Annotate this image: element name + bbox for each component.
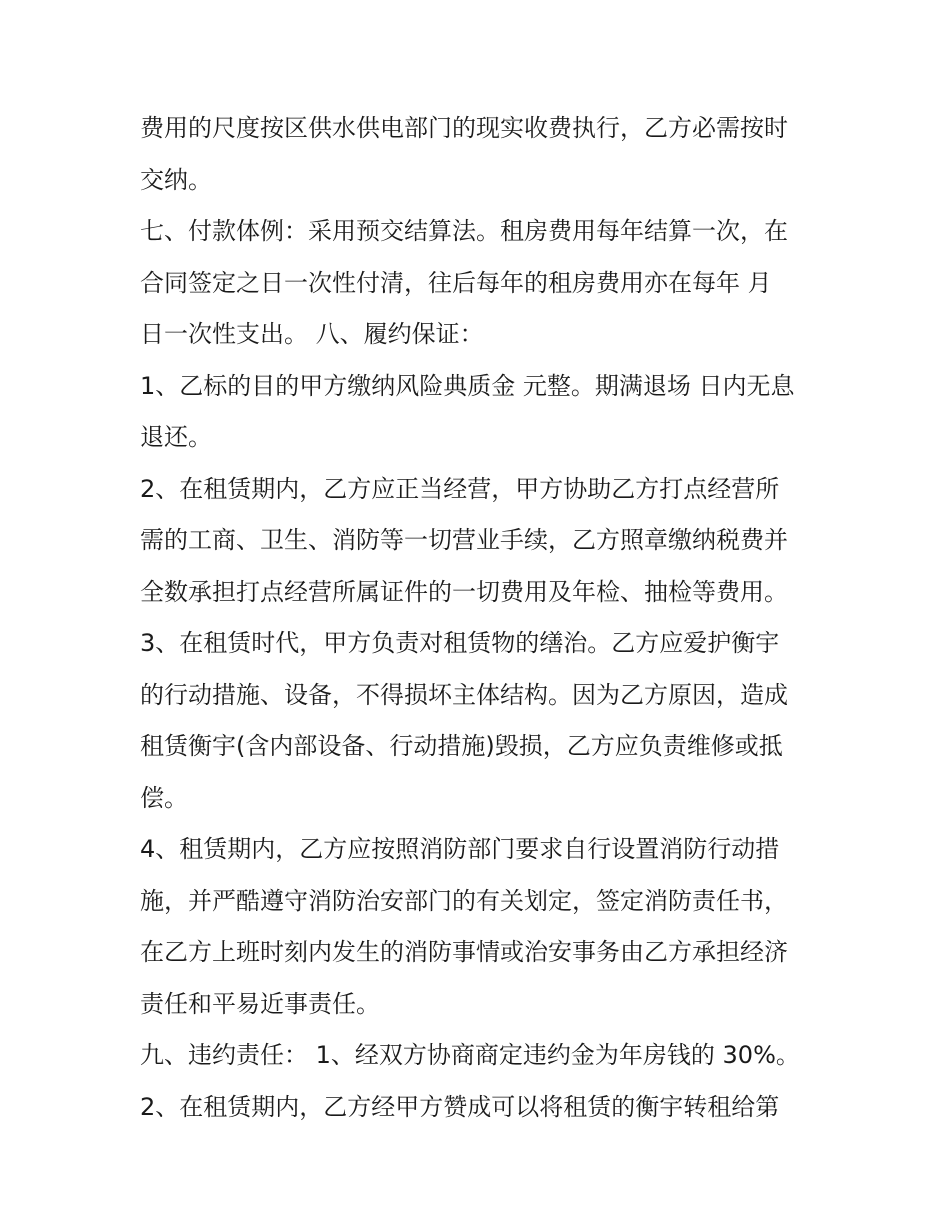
text-line: 需的工商、卫生、消防等一切营业手续，乙方照章缴纳税费并 <box>140 526 788 554</box>
text-line: 3、在租赁时代，甲方负责对租赁物的缮治。乙方应爱护衡宇 <box>140 629 780 657</box>
text-line: 日一次性支出。 八、履约保证： <box>140 320 484 348</box>
text-line: 全数承担打点经营所属证件的一切费用及年检、抽检等费用。 <box>140 577 788 606</box>
text-line: 施，并严酷遵守消防治安部门的有关划定，签定消防责任书， <box>140 886 788 915</box>
text-line: 退还。 <box>140 423 212 451</box>
text-line: 4、租赁期内，乙方应按照消防部门要求自行设置消防行动措 <box>140 835 780 863</box>
text-line: 九、违约责任： 1、经双方协商商定违约金为年房钱的 30%。 <box>140 1041 800 1069</box>
text-line: 租赁衡宇(含内部设备、行动措施)毁损，乙方应负责维修或抵 <box>140 732 783 760</box>
text-line: 交纳。 <box>140 165 212 194</box>
document-body <box>140 103 830 1133</box>
text-line: 2、在租赁期内，乙方经甲方赞成可以将租赁的衡宇转租给第 <box>140 1092 780 1121</box>
text-line: 在乙方上班时刻内发生的消防事情或治安事务由乙方承担经济 <box>140 938 788 966</box>
text-line: 费用的尺度按区供水供电部门的现实收费执行，乙方必需按时 <box>140 114 788 142</box>
text-line: 偿。 <box>140 783 188 812</box>
text-line: 合同签定之日一次性付清，往后每年的租房费用亦在每年 月 <box>140 268 772 297</box>
text-line: 1、乙标的目的甲方缴纳风险典质金 元整。期满退场 日内无息 <box>140 371 795 400</box>
text-line: 七、付款体例：采用预交结算法。租房费用每年结算一次，在 <box>140 217 788 245</box>
text-line: 2、在租赁期内，乙方应正当经营，甲方协助乙方打点经营所 <box>140 474 780 503</box>
text-line: 的行动措施、设备，不得损坏主体结构。因为乙方原因，造成 <box>140 680 788 709</box>
text-line: 责任和平易近事责任。 <box>140 989 380 1018</box>
